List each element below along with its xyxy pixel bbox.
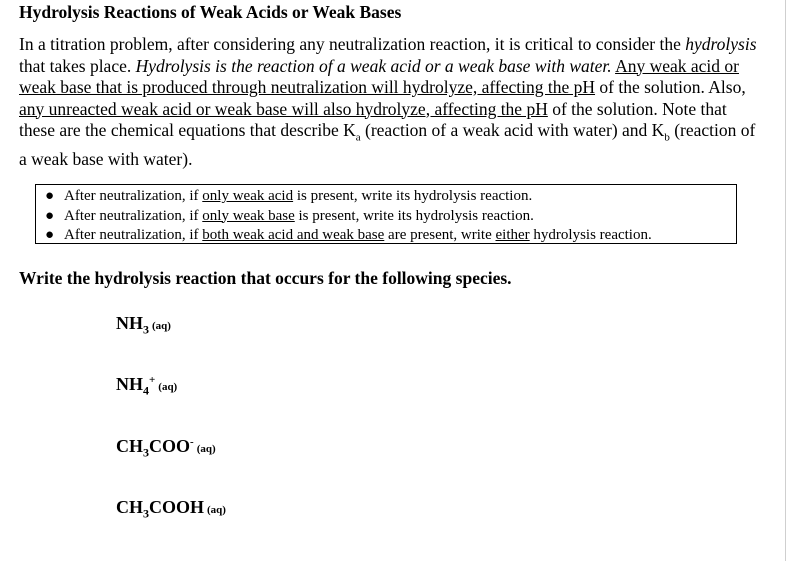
state-label: (aq) (207, 504, 226, 516)
bullet-underline: either (495, 227, 530, 243)
bullet-text: hydrolysis reaction. (529, 227, 652, 243)
bullet-icon: ● (45, 207, 55, 224)
bullet-text: are present, write (384, 227, 496, 243)
para-text-5: of the solution. Note that these are the chemical equations that describe K (19, 98, 727, 140)
formula-part: NH (116, 374, 143, 394)
bullet-text: After neutralization, if (64, 227, 203, 243)
formula-part: CH (116, 497, 143, 517)
list-item (36, 226, 736, 246)
bullet-text: is present, write its hydrolysis reaction. (294, 207, 534, 224)
list-item (36, 187, 736, 207)
list-item (36, 207, 736, 227)
para-text-4: of the solution. Also, (595, 77, 746, 97)
formula-charge: - (190, 436, 194, 448)
para-text-7: (reaction of a weak base with water). (19, 120, 756, 169)
bullet-text: After neutralization, if (64, 188, 203, 204)
guidelines-list (36, 187, 736, 246)
intro-paragraph (19, 34, 759, 171)
state-label: (aq) (196, 443, 216, 455)
para-text-1: In a titration problem, after considering any neutralization reaction, it is critical to consider the (19, 34, 686, 54)
bullet-text: is present, write its hydrolysis reaction. (293, 188, 533, 204)
exercise-prompt: Write the hydrolysis reaction that occurs for the following species. (19, 268, 512, 288)
kb-subscript: b (664, 131, 670, 144)
page-title: Hydrolysis Reactions of Weak Acids or Weak Bases (19, 2, 402, 22)
formula-subscript: 4 (143, 383, 149, 398)
formula-part: COO (149, 436, 191, 456)
para-underline-1: Any weak acid or weak base that is produced through neutralization will hydrolyze, affecting the pH (19, 55, 739, 97)
para-underline-2: any unreacted weak acid or weak base will also hydrolyze, affecting the pH (19, 98, 548, 119)
ka-subscript: a (355, 131, 361, 144)
state-label: (aq) (152, 320, 171, 332)
bullet-text: After neutralization, if (64, 207, 203, 224)
species-acetate (116, 436, 216, 461)
para-hydrolysis-term: hydrolysis (685, 34, 757, 54)
guidelines-box (35, 184, 737, 244)
formula-subscript: 3 (143, 506, 149, 521)
formula-charge: + (149, 374, 156, 386)
bullet-icon: ● (45, 188, 55, 204)
species-acetic-acid (116, 497, 226, 522)
para-text-2: that takes place. (19, 55, 136, 76)
formula-part: CH (116, 436, 143, 456)
bullet-icon: ● (45, 227, 55, 243)
bullet-underline: only weak acid (202, 188, 294, 204)
species-nh4-plus (116, 374, 177, 399)
bullet-underline: only weak base (202, 207, 295, 224)
species-nh3 (116, 313, 171, 338)
formula-subscript: 3 (143, 445, 149, 460)
formula-subscript: 3 (143, 322, 149, 337)
formula-part: NH (116, 313, 143, 333)
formula-part: COOH (149, 497, 205, 517)
para-hydrolysis-definition: Hydrolysis is the reaction of a weak acid or a weak base with water. (135, 55, 612, 76)
bullet-underline: both weak acid and weak base (202, 227, 385, 243)
para-text-6: (reaction of a weak acid with water) and K (360, 120, 665, 140)
state-label: (aq) (158, 381, 178, 393)
